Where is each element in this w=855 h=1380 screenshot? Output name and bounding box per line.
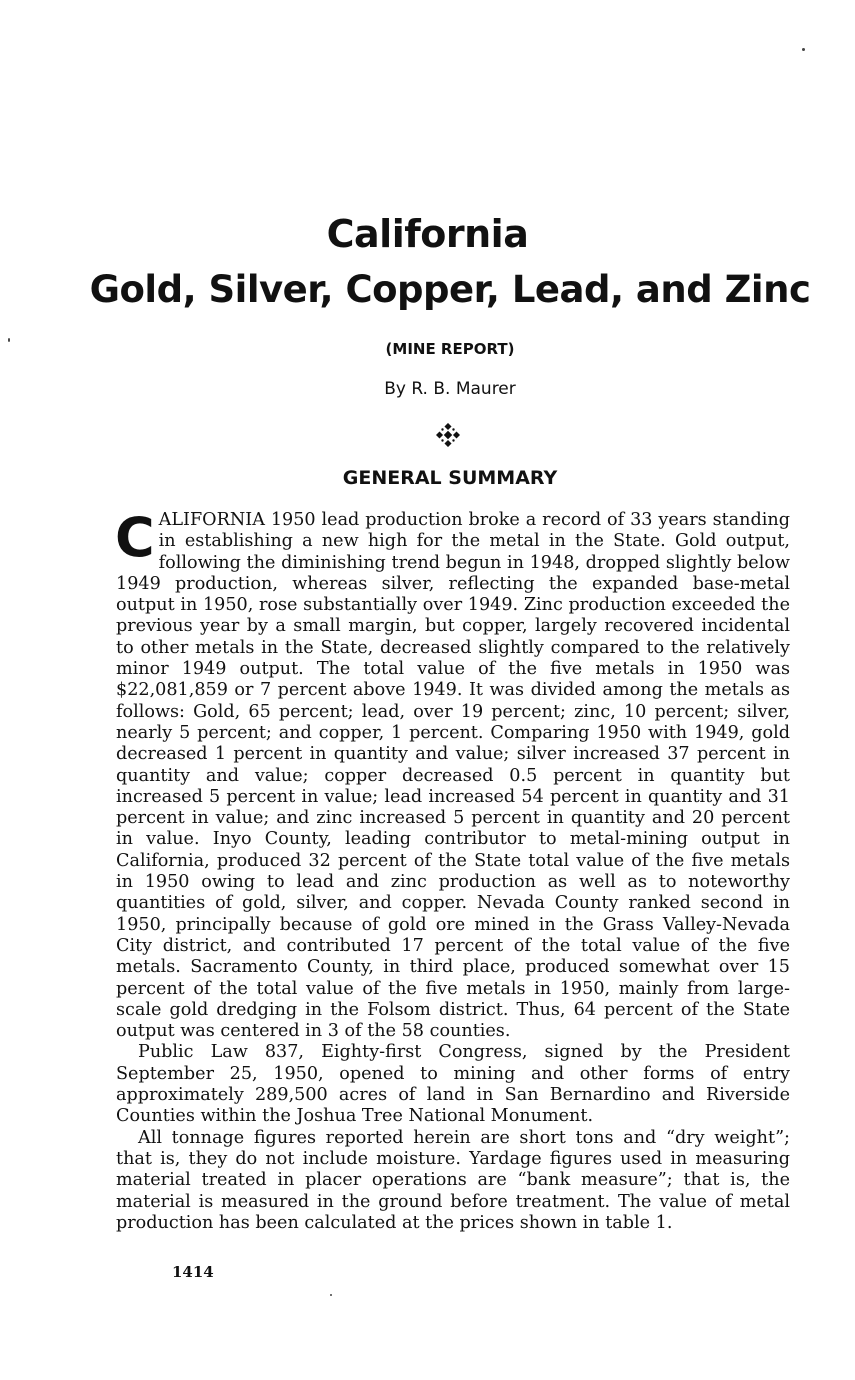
- page-number: 1414: [172, 1263, 214, 1281]
- paragraph-1: [115, 506, 790, 1042]
- drop-cap: C: [115, 506, 155, 569]
- report-type-label: (MINE REPORT): [385, 340, 515, 358]
- author-byline: By R. B. Maurer: [384, 379, 516, 399]
- body-text: [115, 506, 790, 1234]
- title-line-1: California: [326, 212, 529, 256]
- section-heading: GENERAL SUMMARY: [342, 467, 558, 489]
- scan-speck: [802, 48, 805, 51]
- scan-speck: [8, 338, 10, 342]
- diamond-ornament-icon: [436, 423, 460, 447]
- paragraph-1-text: ALIFORNIA 1950 lead production broke a record of 33 years standing in establishing a new high for the metal in the State. Gold output, following the diminishing trend begun in 1948, dropped slightly below 1949 production, whereas silver, reflecting the expanded base-metal output in 1950, rose substantially over 1949. Zinc production exceeded the previous year by a small margin, but copper, largely recovered incidental to other metals in the State, decreased slightly compared to the relatively minor 1949 output. The total value of the five metals in 1950 was $22,081,859 or 7 percent above 1949. It was divided among the metals as follows: Gold, 65 percent; lead, over 19 percent; zinc, 10 percent; silver, nearly 5 percent; and copper, 1 percent. Comparing 1950 with 1949, gold decreased 1 percent in quantity and value; silver increased 37 percent in quantity and value; copper decreased 0.5 percent in quantity but increased 5 percent in value; lead increased 54 percent in quantity and 31 percent in value; and zinc increased 5 percent in quantity and 20 percent in value. Inyo County, leading contributor to metal-mining output in California, produced 32 percent of the State total value of the five metals in 1950 owing to lead and zinc production as well as to noteworthy quantities of gold, silver, and copper. Nevada County ranked second in 1950, principally because of gold ore mined in the Grass Valley-Nevada City district, and contributed 17 percent of the total value of the five metals. Sacramento County, in third place, produced somewhat over 15 percent of the total value of the five metals in 1950, mainly from large-scale gold dredging in the Folsom district. Thus, 64 percent of the State output was centered in 3 of the 58 counties.: [116, 510, 790, 1042]
- paragraph-2: Public Law 837, Eighty-first Congress, signed by the President September 25, 1950, opened to mining and other forms of entry approximately 289,500 acres of land in San Bernardino and Riverside Counties within the Joshua Tree National Monument.: [116, 1042, 790, 1127]
- scan-speck: [330, 1294, 332, 1296]
- paragraph-3: All tonnage figures reported herein are short tons and “dry weight”; that is, they do not include moisture. Yardage figures used in measuring material treated in placer operations are “bank measure”; that is, the material is measured in the ground before treatment. The value of metal production has been calculated at the prices shown in table 1.: [116, 1127, 790, 1233]
- title-line-2: Gold, Silver, Copper, Lead, and Zinc: [89, 268, 811, 311]
